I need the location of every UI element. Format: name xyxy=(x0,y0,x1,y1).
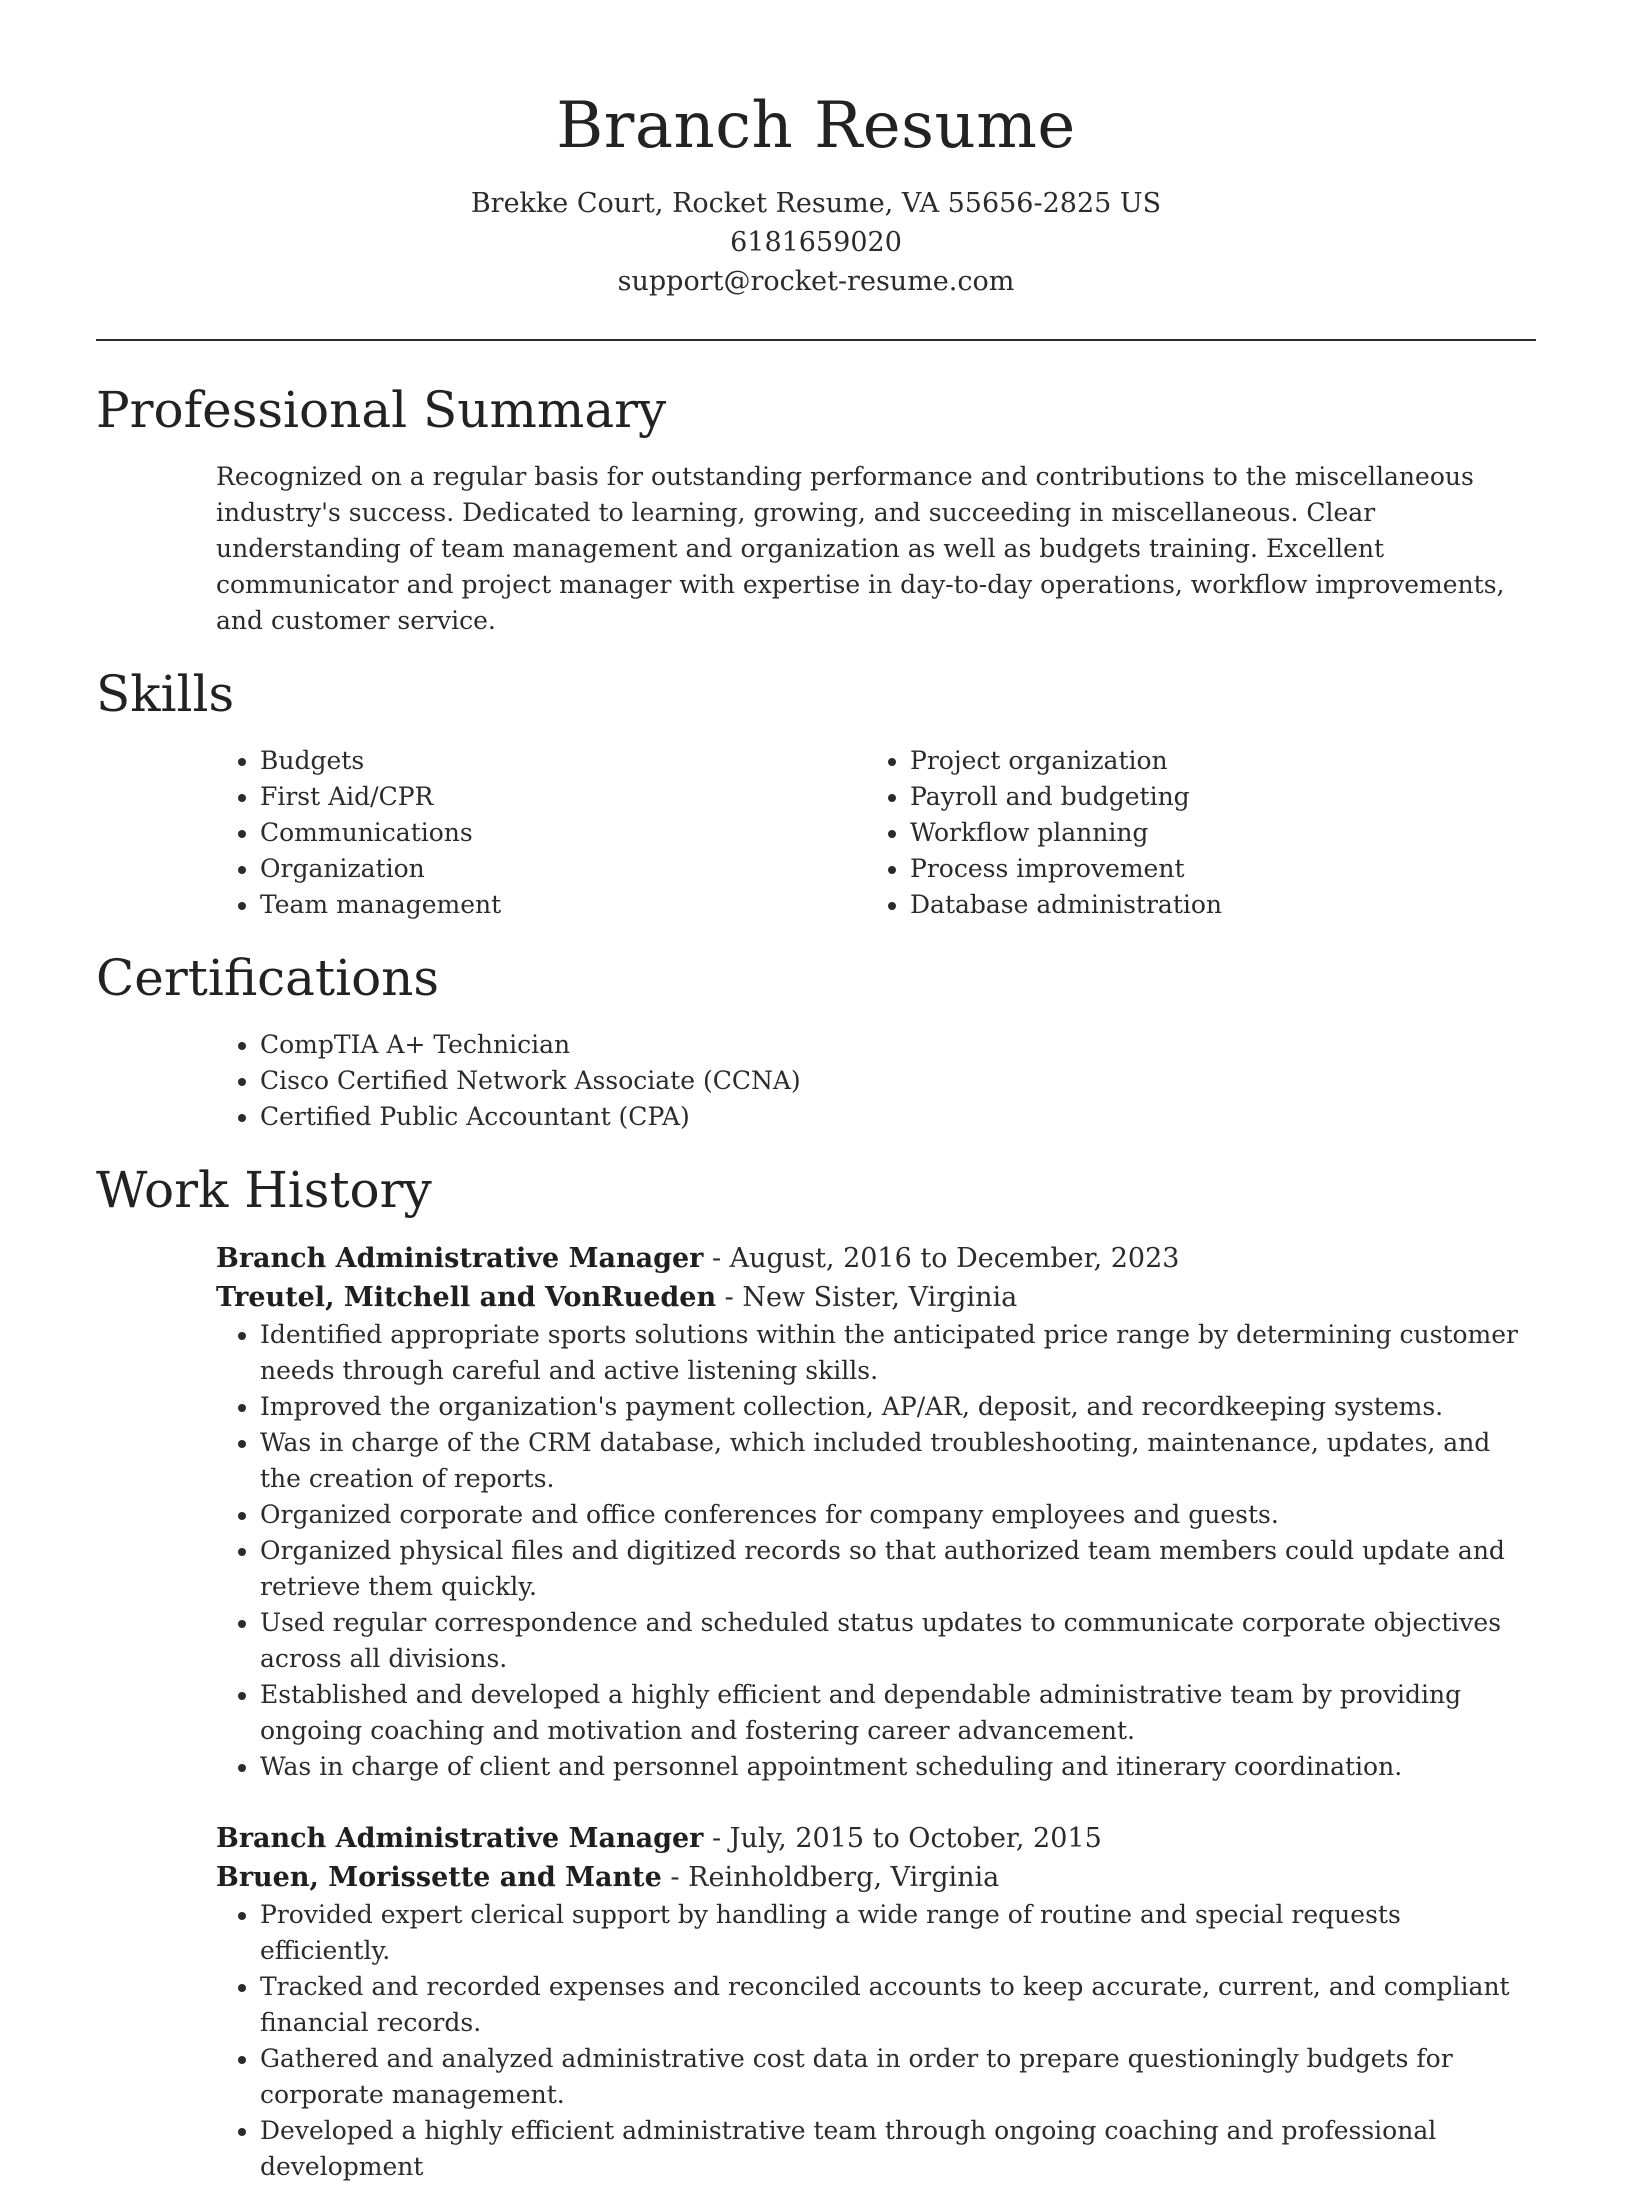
job-duty-item: • Provided expert clerical support by handling a wide range of routine and special requests efficiently. xyxy=(260,1897,1536,1969)
job-duty-item: • Improved the organization's payment collection, AP/AR, deposit, and recordkeeping systems. xyxy=(260,1389,1536,1425)
skill-item: • Workflow planning xyxy=(910,815,1516,851)
contact-address: Brekke Court, Rocket Resume, VA 55656-2825 US xyxy=(470,188,1162,219)
resume-name: Branch Resume xyxy=(556,89,1076,163)
skill-item: • Budgets xyxy=(260,743,866,779)
certification-item: • CompTIA A+ Technician xyxy=(260,1027,1536,1063)
resume-header xyxy=(96,0,1536,301)
job-company-line xyxy=(216,1278,1536,1317)
summary-section xyxy=(96,379,1536,639)
skill-item: • Team management xyxy=(260,887,866,923)
header-divider xyxy=(96,339,1536,341)
job-duty-item: • Gathered and analyzed administrative cost data in order to prepare questioningly budgets for corporate management. xyxy=(260,2041,1536,2113)
job-dates: - August, 2016 to December, 2023 xyxy=(703,1243,1180,1274)
contact-email: support@rocket-resume.com xyxy=(617,266,1015,297)
skills-heading: Skills xyxy=(96,665,235,723)
job-entry xyxy=(216,1239,1536,1785)
job-duty-item: • Developed a highly efficient administrative team through ongoing coaching and professional development xyxy=(260,2113,1536,2185)
job-duty-item: • Organized corporate and office conferences for company employees and guests. xyxy=(260,1497,1536,1533)
skill-item: • First Aid/CPR xyxy=(260,779,866,815)
skills-column-right xyxy=(866,743,1516,923)
skills-grid xyxy=(216,743,1536,923)
skill-item: • Organization xyxy=(260,851,866,887)
skills-column-left xyxy=(216,743,866,923)
skill-item: • Project organization xyxy=(910,743,1516,779)
job-duty-item: • Organized physical files and digitized records so that authorized team members could update and retrieve them quickly. xyxy=(260,1533,1536,1605)
job-duty-item: • Tracked and recorded expenses and reconciled accounts to keep accurate, current, and compliant financial records. xyxy=(260,1969,1536,2041)
job-duties-list xyxy=(216,1317,1536,1785)
job-title-line xyxy=(216,1239,1536,1278)
contact-block xyxy=(96,184,1536,301)
job-entry xyxy=(216,1819,1536,2185)
job-company: Bruen, Morissette and Mante xyxy=(216,1862,662,1893)
skills-list-left xyxy=(216,743,866,923)
job-company: Treutel, Mitchell and VonRueden xyxy=(216,1282,717,1313)
work-history-heading: Work History xyxy=(96,1161,432,1219)
job-title-line xyxy=(216,1819,1536,1858)
certifications-list xyxy=(216,1027,1536,1135)
job-role: Branch Administrative Manager xyxy=(216,1823,704,1854)
work-history-section xyxy=(96,1159,1536,2185)
certification-item: • Cisco Certified Network Associate (CCNA) xyxy=(260,1063,1536,1099)
certifications-section xyxy=(96,947,1536,1135)
job-duty-item: • Was in charge of the CRM database, which included troubleshooting, maintenance, updates, and the creation of reports. xyxy=(260,1425,1536,1497)
skill-item: • Database administration xyxy=(910,887,1516,923)
job-role: Branch Administrative Manager xyxy=(216,1243,704,1274)
skills-section xyxy=(96,663,1536,923)
contact-phone: 6181659020 xyxy=(730,227,902,258)
job-location: - New Sister, Virginia xyxy=(716,1282,1018,1313)
skill-item: • Communications xyxy=(260,815,866,851)
skill-item: • Process improvement xyxy=(910,851,1516,887)
certifications-heading: Certifications xyxy=(96,949,440,1007)
resume-page xyxy=(96,0,1536,2185)
certifications-block xyxy=(216,1027,1536,1135)
job-duty-item: • Identified appropriate sports solutions within the anticipated price range by determining customer needs through careful and active listening skills. xyxy=(260,1317,1536,1389)
job-duty-item: • Established and developed a highly efficient and dependable administrative team by providing ongoing coaching and motivation and fostering career advancement. xyxy=(260,1677,1536,1749)
job-dates: - July, 2015 to October, 2015 xyxy=(703,1823,1102,1854)
job-duty-item: • Used regular correspondence and scheduled status updates to communicate corporate objectives across all divisions. xyxy=(260,1605,1536,1677)
certification-item: • Certified Public Accountant (CPA) xyxy=(260,1099,1536,1135)
job-location: - Reinholdberg, Virginia xyxy=(661,1862,1000,1893)
skill-item: • Payroll and budgeting xyxy=(910,779,1516,815)
summary-heading: Professional Summary xyxy=(96,381,667,439)
job-duties-list xyxy=(216,1897,1536,2185)
summary-text: Recognized on a regular basis for outstanding performance and contributions to the miscellaneous industry's success. Dedicated to learning, growing, and succeeding in miscellaneous. Clear understanding of team management and organization as well as budgets training. Excellent communicator and project manager with expertise in day-to-day operations, workflow improvements, and customer service. xyxy=(216,462,1505,635)
job-company-line xyxy=(216,1858,1536,1897)
skills-list-right xyxy=(866,743,1516,923)
job-duty-item: • Was in charge of client and personnel appointment scheduling and itinerary coordination. xyxy=(260,1749,1536,1785)
